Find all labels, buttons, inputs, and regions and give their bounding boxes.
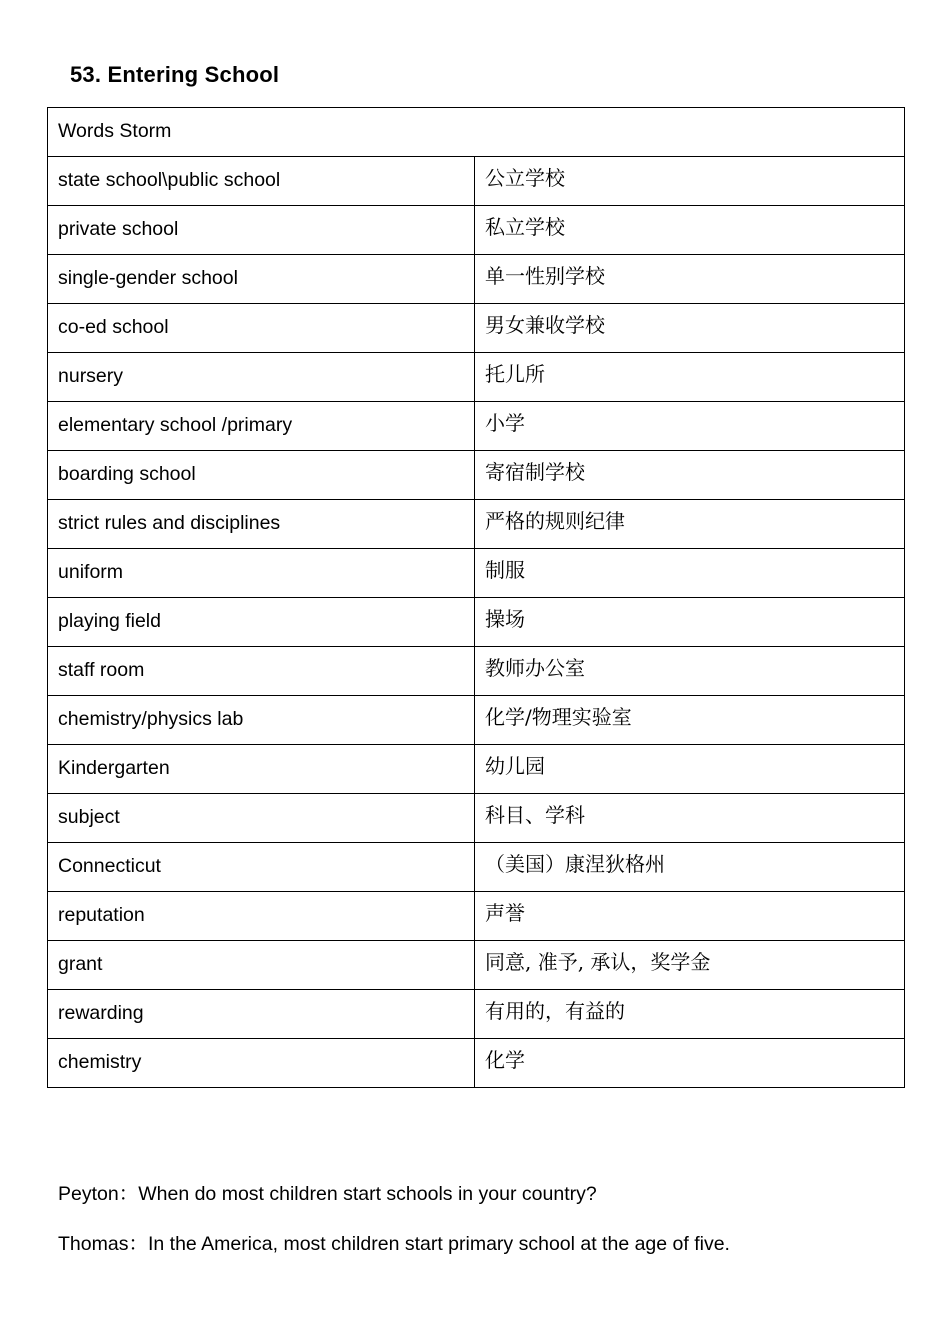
dialog-line bbox=[58, 1178, 597, 1206]
table-row bbox=[48, 549, 905, 598]
page-title: 53. Entering School bbox=[70, 62, 280, 87]
table-row bbox=[48, 598, 905, 647]
term-en: playing field bbox=[48, 598, 475, 647]
term-en: grant bbox=[48, 941, 475, 990]
dialog-text: In the America, most children start primary school at the age of five. bbox=[147, 1233, 730, 1255]
term-zh: 幼儿园 bbox=[475, 745, 905, 794]
term-zh: 单一性别学校 bbox=[475, 255, 905, 304]
term-zh: 公立学校 bbox=[475, 157, 905, 206]
table-row bbox=[48, 990, 905, 1039]
table-header: Words Storm bbox=[48, 108, 905, 157]
term-en: Connecticut bbox=[48, 843, 475, 892]
term-zh: 男女兼收学校 bbox=[475, 304, 905, 353]
table-row bbox=[48, 304, 905, 353]
term-zh: 教师办公室 bbox=[475, 647, 905, 696]
term-zh: 托儿所 bbox=[475, 353, 905, 402]
table-row bbox=[48, 696, 905, 745]
table-header-row bbox=[48, 108, 905, 157]
table-row bbox=[48, 353, 905, 402]
table-row bbox=[48, 745, 905, 794]
table-row bbox=[48, 794, 905, 843]
term-en: nursery bbox=[48, 353, 475, 402]
term-en: Kindergarten bbox=[48, 745, 475, 794]
term-en: chemistry/physics lab bbox=[48, 696, 475, 745]
term-zh: （美国）康涅狄格州 bbox=[475, 843, 905, 892]
term-zh: 寄宿制学校 bbox=[475, 451, 905, 500]
dialog-line bbox=[58, 1228, 730, 1256]
table-row bbox=[48, 500, 905, 549]
term-en: chemistry bbox=[48, 1039, 475, 1088]
term-zh: 私立学校 bbox=[475, 206, 905, 255]
term-zh: 有用的，有益的 bbox=[475, 990, 905, 1039]
table-row bbox=[48, 402, 905, 451]
term-zh: 制服 bbox=[475, 549, 905, 598]
table-row bbox=[48, 1039, 905, 1088]
vocabulary-table bbox=[47, 107, 905, 1088]
table-row bbox=[48, 892, 905, 941]
dialog-speaker: Peyton ： bbox=[58, 1183, 138, 1205]
table-row bbox=[48, 647, 905, 696]
dialog-speaker: Thomas ： bbox=[58, 1233, 148, 1255]
term-en: rewarding bbox=[48, 990, 475, 1039]
term-zh: 小学 bbox=[475, 402, 905, 451]
term-zh: 同意, 准予, 承认，奖学金 bbox=[475, 941, 905, 990]
term-en: state school\public school bbox=[48, 157, 475, 206]
table-row bbox=[48, 451, 905, 500]
table-row bbox=[48, 157, 905, 206]
term-en: single-gender school bbox=[48, 255, 475, 304]
term-en: elementary school /primary bbox=[48, 402, 475, 451]
term-zh: 操场 bbox=[475, 598, 905, 647]
dialog-text: When do most children start schools in your country? bbox=[138, 1183, 597, 1205]
table-row bbox=[48, 941, 905, 990]
term-en: reputation bbox=[48, 892, 475, 941]
term-zh: 严格的规则纪律 bbox=[475, 500, 905, 549]
term-en: uniform bbox=[48, 549, 475, 598]
table-row bbox=[48, 255, 905, 304]
table-row bbox=[48, 206, 905, 255]
term-zh: 科目、学科 bbox=[475, 794, 905, 843]
term-en: strict rules and disciplines bbox=[48, 500, 475, 549]
term-en: staff room bbox=[48, 647, 475, 696]
term-en: co-ed school bbox=[48, 304, 475, 353]
table-row bbox=[48, 843, 905, 892]
term-zh: 化学/物理实验室 bbox=[475, 696, 905, 745]
term-en: boarding school bbox=[48, 451, 475, 500]
term-en: subject bbox=[48, 794, 475, 843]
term-zh: 化学 bbox=[475, 1039, 905, 1088]
term-en: private school bbox=[48, 206, 475, 255]
term-zh: 声誉 bbox=[475, 892, 905, 941]
